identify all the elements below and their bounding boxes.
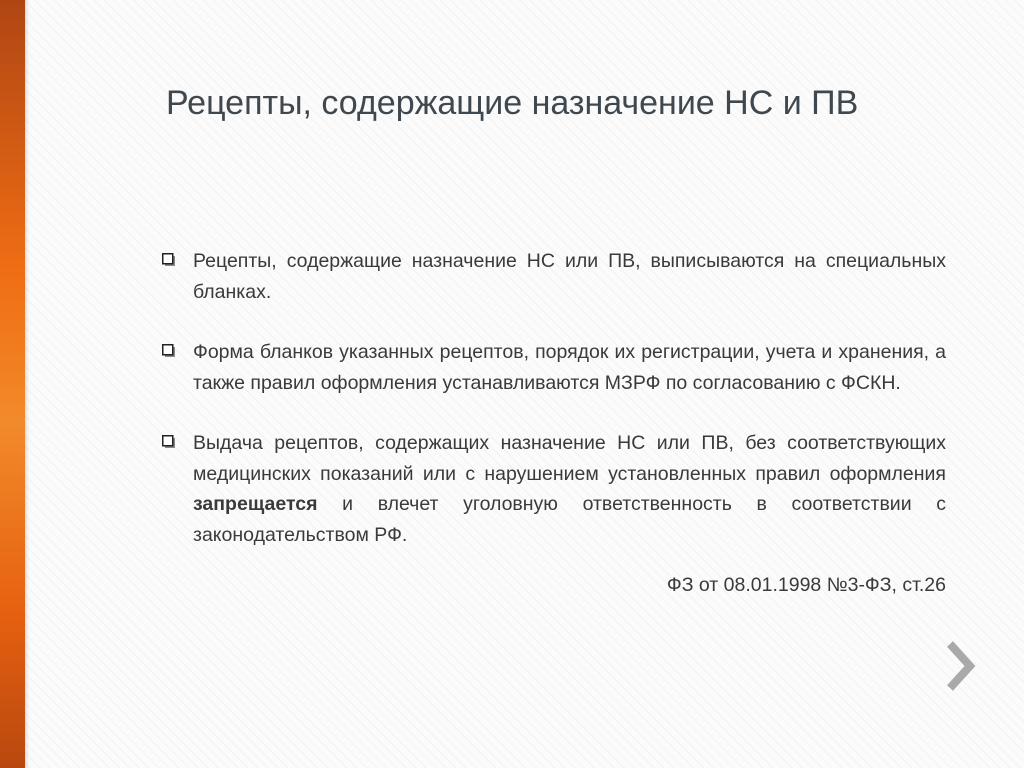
checkbox-square-icon <box>162 435 176 449</box>
bullet-text-after: и влечет уголовную ответственность в соответствии с законодательством РФ. <box>193 493 947 546</box>
bullet-item <box>160 428 946 550</box>
bullet-text: Форма бланков указанных рецептов, порядок их регистрации, учета и хранения, а также правил оформления устанавливаются МЗРФ по согласованию с ФСКН. <box>193 341 946 394</box>
bullet-text-before: Выдача рецептов, содержащих назначение НС или ПВ, без соответствующих медицинских показаний или с нарушением установленных правил оформления <box>193 432 946 485</box>
law-reference: ФЗ от 08.01.1998 №3-ФЗ, ст.26 <box>666 574 946 596</box>
accent-side-bar <box>0 0 25 768</box>
slide-content <box>160 246 946 600</box>
bullet-text: Рецепты, содержащие назначение НС или ПВ, выписываются на специальных бланках. <box>193 250 946 303</box>
bullet-item <box>160 337 946 398</box>
chevron-right-icon[interactable] <box>944 640 976 692</box>
checkbox-square-icon <box>162 253 176 267</box>
checkbox-square-icon <box>162 344 176 358</box>
slide-title: Рецепты, содержащие назначение НС и ПВ <box>166 84 859 122</box>
bullet-bold-word: запрещается <box>193 493 318 515</box>
bullet-item <box>160 246 946 307</box>
